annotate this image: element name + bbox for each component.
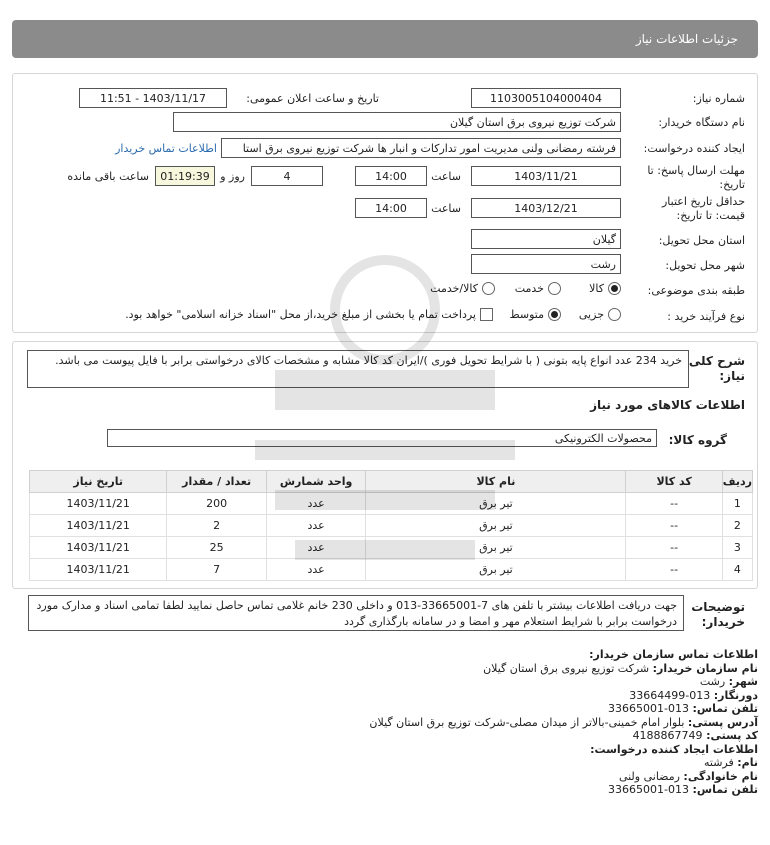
category-option-service[interactable]: خدمت [515,282,561,295]
contact-city-row: شهر: رشت [699,675,758,688]
cell-goods-name: تیر برق [366,493,626,515]
goods-group-label: گروه کالا: [668,433,727,447]
announce-field: 1403/11/17 - 11:51 [79,88,227,108]
cell-goods-code: -- [626,493,722,515]
creator-name-row: نام: فرشته [704,756,758,769]
table-row [30,493,753,515]
need-info-panel [12,73,758,333]
col-quantity: تعداد / مقدار [167,471,266,493]
cell-goods-code: -- [626,537,722,559]
contact-address-row: آدرس پستی: بلوار امام خمینی-بالاتر از میدان مصلی-شرکت توزیع برق استان گیلان [369,715,758,729]
contact-fax-row: دورنگار: 013-33664499 [629,688,758,702]
deadline-label: مهلت ارسال پاسخ: تا [647,164,745,177]
buyer-notes-box: جهت دریافت اطلاعات بیشتر با تلفن های 7-33665001-013 و داخلی 230 خانم غلامی تماس حاصل نمایید لطفا تمامی اسناد و مدارک مورد درخواست برابر با شرایط استعلام مهر و امضا و در سامانه بارگذاری گردد [28,595,684,631]
cell-unit: عدد [266,515,366,537]
contact-title: اطلاعات تماس سازمان خریدار: [589,648,758,661]
cell-goods-name: تیر برق [366,537,626,559]
cell-goods-code: -- [626,515,722,537]
cell-row-number: 1 [722,493,752,515]
radio-selected-icon [548,308,561,321]
page-title: جزئیات اطلاعات نیاز [635,32,738,46]
creator-family-row: نام خانوادگی: رمضانی ولنی [618,769,758,783]
deadline-time-label: ساعت [431,170,461,183]
validity-time-field: 14:00 [355,198,427,218]
buyer-org-label: نام دستگاه خریدار: [658,116,745,129]
cell-quantity: 7 [167,559,266,581]
cell-row-number: 4 [722,559,752,581]
cell-goods-code: -- [626,559,722,581]
table-row [30,559,753,581]
goods-group-field: محصولات الکترونیکی [107,429,657,447]
process-label: نوع فرآیند خرید : [667,310,745,323]
creator-label: ایجاد کننده درخواست: [643,142,745,155]
summary-label-2: نیاز: [719,369,745,383]
goods-table-header [30,471,753,493]
contact-phone-row: تلفن تماس: 013-33665001 [608,702,758,715]
category-label: طبقه بندی موضوعی: [647,284,745,297]
validity-label: حداقل تاریخ اعتبار [661,195,745,208]
days-label: روز و [220,170,245,183]
cell-need-date: 1403/11/21 [30,537,167,559]
goods-table [29,470,753,581]
cell-goods-name: تیر برق [366,515,626,537]
summary-text-box: خرید 234 عدد انواع پایه بتونی ( با شرایط تحویل فوری )/ایران کد کالا مشابه و مشخصات کالای درخواستی برابر با فایل پیوست می باشد. [27,350,689,388]
goods-info-title: اطلاعات کالاهای مورد نیاز [590,398,745,412]
remaining-time-label: ساعت باقی مانده [67,170,149,183]
days-remaining-field: 4 [251,166,323,186]
col-goods-code: کد کالا [626,471,722,493]
category-option-goods-service[interactable]: کالا/خدمت [430,282,495,295]
col-unit: واحد شمارش [266,471,366,493]
table-row [30,515,753,537]
treasury-payment-checkbox[interactable]: پرداخت تمام یا بخشی از مبلغ خرید،از محل "اسناد خزانه اسلامی" خواهد بود. [125,308,493,321]
city-label: شهر محل تحویل: [665,259,745,272]
buyer-contact-section [369,648,758,797]
cell-row-number: 3 [722,537,752,559]
buyer-contact-link[interactable]: اطلاعات تماس خریدار [115,142,217,155]
need-number-label: شماره نیاز: [692,92,745,105]
cell-need-date: 1403/11/21 [30,559,167,581]
table-row [30,537,753,559]
validity-time-label: ساعت [431,202,461,215]
remaining-time-field: 01:19:39 [155,166,215,186]
cell-unit: عدد [266,537,366,559]
process-option-minor[interactable]: جزیی [579,308,621,321]
radio-icon [608,308,621,321]
category-option-goods[interactable]: کالا [589,282,621,295]
radio-icon [548,282,561,295]
checkbox-icon [480,308,493,321]
radio-icon [482,282,495,295]
col-row-number: ردیف [722,471,752,493]
announce-label: تاریخ و ساعت اعلان عمومی: [246,92,379,105]
deadline-label-2: تاریخ: [719,178,745,191]
cell-quantity: 200 [167,493,266,515]
need-number-field: 1103005104000404 [471,88,621,108]
cell-quantity: 2 [167,515,266,537]
validity-label-2: قیمت: تا تاریخ: [676,209,745,222]
province-field: گیلان [471,229,621,249]
radio-selected-icon [608,282,621,295]
deadline-date-field: 1403/11/21 [471,166,621,186]
creator-phone-row: تلفن تماس: 013-33665001 [608,783,758,796]
buyer-notes-label-2: خریدار: [701,615,745,629]
cell-quantity: 25 [167,537,266,559]
deadline-time-field: 14:00 [355,166,427,186]
contact-org-row: نام سازمان خریدار: شرکت توزیع نیروی برق استان گیلان [483,661,758,675]
city-field: رشت [471,254,621,274]
cell-unit: عدد [266,559,366,581]
creator-info-title: اطلاعات ایجاد کننده درخواست: [590,742,758,756]
cell-unit: عدد [266,493,366,515]
creator-field: فرشته رمضانی ولنی مدیریت امور تدارکات و انبار ها شرکت توزیع نیروی برق استا [221,138,621,158]
buyer-org-field: شرکت توزیع نیروی برق استان گیلان [173,112,621,132]
col-need-date: تاریخ نیاز [30,471,167,493]
validity-date-field: 1403/12/21 [471,198,621,218]
summary-label: شرح کلی [688,354,745,368]
col-goods-name: نام کالا [366,471,626,493]
cell-need-date: 1403/11/21 [30,515,167,537]
province-label: استان محل تحویل: [658,234,745,247]
cell-need-date: 1403/11/21 [30,493,167,515]
cell-row-number: 2 [722,515,752,537]
cell-goods-name: تیر برق [366,559,626,581]
page-header [12,20,758,58]
buyer-notes-label: توضیحات [691,600,745,614]
contact-postal-row: کد پستی: 4188867749 [632,729,758,742]
process-option-medium[interactable]: متوسط [509,308,561,321]
